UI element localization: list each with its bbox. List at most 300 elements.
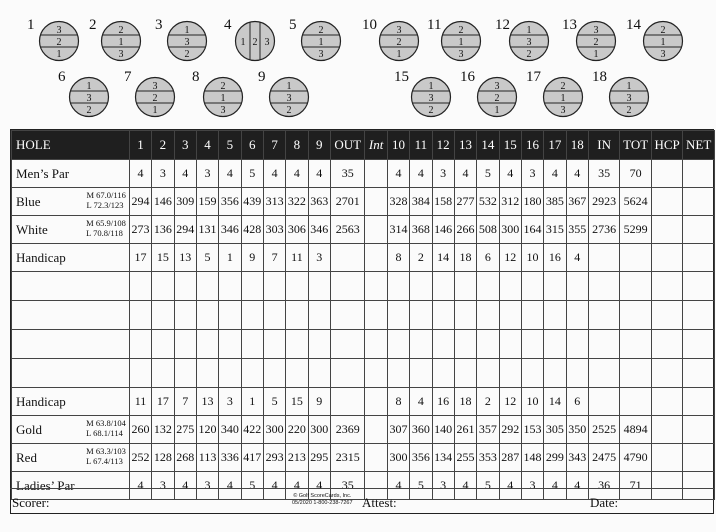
score-entry-cell[interactable] [499,272,521,301]
score-entry-cell[interactable] [365,272,387,301]
green-zone-number: 2 [593,37,599,48]
row-label: Men’s Par [12,160,130,188]
table-cell: 70 [620,160,651,188]
score-entry-cell[interactable] [410,301,432,330]
table-cell: 131 [196,216,218,244]
score-entry-cell[interactable] [651,359,682,388]
score-entry-cell[interactable] [588,272,619,301]
table-cell: 300 [387,444,409,472]
green-zone-number: 3 [428,93,434,104]
score-entry-cell[interactable] [454,359,476,388]
score-entry-cell[interactable] [410,359,432,388]
table-row [12,388,715,416]
score-entry-cell[interactable] [454,301,476,330]
score-entry-cell[interactable] [330,330,365,359]
table-cell [620,388,651,416]
header-cell: HCP [651,131,682,160]
table-cell: 180 [521,188,543,216]
score-entry-cell[interactable] [330,272,365,301]
table-cell: 2475 [588,444,619,472]
green-zone-number: 1 [494,105,500,116]
score-entry-cell[interactable] [620,301,651,330]
table-cell: 4 [129,160,151,188]
score-entry-cell[interactable] [521,301,543,330]
green-diagram-hole-15 [394,69,452,118]
score-entry-cell[interactable] [588,330,619,359]
table-cell: 3 [308,244,330,272]
score-entry-cell[interactable] [566,359,588,388]
table-cell[interactable] [683,216,715,244]
score-entry-cell[interactable] [219,359,241,388]
table-cell: 213 [286,444,308,472]
table-cell: 532 [477,188,499,216]
table-cell: 35 [330,472,365,500]
table-cell: 146 [432,216,454,244]
table-cell: 1 [219,244,241,272]
green-zone-number: 3 [220,105,226,116]
table-cell[interactable] [651,416,682,444]
table-cell [588,388,619,416]
header-cell: 10 [387,131,409,160]
score-entry-cell[interactable] [544,301,566,330]
table-row [12,359,715,388]
green-zone-number: 3 [626,93,632,104]
table-cell: 6 [477,244,499,272]
green-zone-number: 2 [220,81,226,92]
score-entry-cell[interactable] [566,272,588,301]
green-zone-number: 1 [396,49,402,60]
table-cell [365,244,387,272]
score-entry-cell[interactable] [544,272,566,301]
score-entry-cell[interactable] [454,330,476,359]
hole-number-label: 14 [626,17,641,33]
green-zone-number: 1 [286,81,292,92]
green-diagram-hole-6 [58,69,110,118]
table-row [12,188,715,216]
score-entry-cell[interactable] [499,359,521,388]
table-cell: 4 [454,160,476,188]
table-cell: 260 [129,416,151,444]
green-zone-number: 2 [660,25,666,36]
header-cell: 17 [544,131,566,160]
green-diagram-hole-4 [224,17,276,62]
table-cell: 322 [286,188,308,216]
table-cell [365,388,387,416]
table-cell: 312 [499,188,521,216]
score-entry-cell[interactable] [196,301,218,330]
table-cell[interactable] [651,444,682,472]
header-cell: 12 [432,131,454,160]
table-cell[interactable] [651,244,682,272]
table-cell: 132 [152,416,174,444]
score-entry-cell[interactable] [241,272,263,301]
score-entry-cell[interactable] [477,359,499,388]
table-cell[interactable] [651,388,682,416]
table-cell: 5 [241,472,263,500]
table-cell: 343 [566,444,588,472]
table-cell: 10 [521,244,543,272]
table-cell: 355 [566,216,588,244]
green-zone-number: 1 [56,49,62,60]
scorer-label: Scorer: [12,495,50,510]
table-cell: 4 [387,160,409,188]
green-diagram-hole-2 [89,17,142,62]
green-zone-number: 3 [660,49,666,60]
score-entry-cell[interactable] [196,359,218,388]
table-cell[interactable] [683,244,715,272]
hole-number-label: 15 [394,69,409,85]
score-entry-cell[interactable] [477,301,499,330]
table-cell: 299 [544,444,566,472]
table-cell: 368 [410,216,432,244]
score-entry-cell[interactable] [308,301,330,330]
hole-number-label: 10 [362,17,377,33]
hole-number-label: 1 [27,17,35,33]
header-cell: Int [365,131,387,160]
green-zone-number: 2 [318,25,324,36]
table-cell: 252 [129,444,151,472]
hole-number-label: 18 [592,69,607,85]
score-entry-cell[interactable] [477,272,499,301]
row-label [12,272,130,301]
score-entry-cell[interactable] [330,359,365,388]
table-cell: 417 [241,444,263,472]
score-entry-cell[interactable] [129,330,151,359]
table-cell[interactable] [651,160,682,188]
table-cell: 5624 [620,188,651,216]
score-entry-cell[interactable] [152,272,174,301]
score-entry-cell[interactable] [477,330,499,359]
score-entry-cell[interactable] [387,359,409,388]
table-cell: 315 [544,216,566,244]
score-entry-cell[interactable] [432,272,454,301]
table-cell: 363 [308,188,330,216]
score-entry-cell[interactable] [432,330,454,359]
green-zone-number: 1 [86,81,92,92]
green-diagram-hole-5 [289,17,342,62]
copyright-notice [292,493,353,507]
table-cell: 300 [263,416,285,444]
green-zone-number: 1 [220,93,226,104]
table-cell: 5299 [620,216,651,244]
score-entry-cell[interactable] [683,272,715,301]
table-cell: 268 [174,444,196,472]
table-cell: 300 [308,416,330,444]
table-cell: 15 [286,388,308,416]
green-zone-number: 1 [660,37,666,48]
score-entry-cell[interactable] [387,272,409,301]
score-entry-cell[interactable] [263,330,285,359]
table-cell: 8 [387,244,409,272]
hole-number-label: 13 [562,17,577,33]
header-cell: 7 [263,131,285,160]
score-entry-cell[interactable] [174,301,196,330]
header-cell: 1 [129,131,151,160]
table-cell: 4894 [620,416,651,444]
table-cell: 428 [241,216,263,244]
score-entry-cell[interactable] [308,330,330,359]
green-zone-number: 3 [396,25,402,36]
score-entry-cell[interactable] [566,301,588,330]
table-cell: 5 [196,244,218,272]
score-entry-cell[interactable] [454,272,476,301]
score-entry-cell[interactable] [241,359,263,388]
score-entry-cell[interactable] [410,272,432,301]
score-entry-cell[interactable] [387,301,409,330]
table-cell[interactable] [683,388,715,416]
table-cell: 385 [544,188,566,216]
score-entry-cell[interactable] [651,330,682,359]
table-cell: 146 [152,188,174,216]
score-entry-cell[interactable] [152,301,174,330]
table-cell: 6 [566,388,588,416]
score-entry-cell[interactable] [432,359,454,388]
table-cell: 3 [152,472,174,500]
table-cell: 11 [129,388,151,416]
header-cell: 11 [410,131,432,160]
green-diagram-hole-12 [495,17,550,62]
header-cell: HOLE [12,131,130,160]
score-entry-cell[interactable] [286,272,308,301]
table-cell: 4 [566,160,588,188]
green-zone-number: 1 [560,93,566,104]
table-cell: 4 [566,244,588,272]
score-entry-cell[interactable] [286,359,308,388]
score-entry-cell[interactable] [387,330,409,359]
table-cell: 508 [477,216,499,244]
table-cell: 356 [410,444,432,472]
score-entry-cell[interactable] [263,301,285,330]
score-entry-cell[interactable] [566,330,588,359]
hole-number-label: 2 [89,17,97,33]
hole-number-label: 12 [495,17,510,33]
score-entry-cell[interactable] [196,330,218,359]
table-cell[interactable] [683,160,715,188]
green-zone-number: 1 [526,25,532,36]
table-cell: 273 [129,216,151,244]
score-entry-cell[interactable] [683,330,715,359]
table-cell: 356 [219,188,241,216]
table-cell: 314 [387,216,409,244]
table-cell: 292 [499,416,521,444]
table-cell: 4 [263,160,285,188]
table-cell: 4 [410,160,432,188]
score-entry-cell[interactable] [152,359,174,388]
header-cell: NET [683,131,715,160]
score-entry-cell[interactable] [174,272,196,301]
table-cell: 2923 [588,188,619,216]
score-entry-cell[interactable] [544,359,566,388]
table-cell: 2369 [330,416,365,444]
score-entry-cell[interactable] [241,301,263,330]
table-cell: 4 [544,472,566,500]
score-entry-cell[interactable] [308,359,330,388]
score-entry-cell[interactable] [651,272,682,301]
score-entry-cell[interactable] [521,272,543,301]
row-label: Handicap [12,244,130,272]
table-cell: 439 [241,188,263,216]
table-cell[interactable] [683,188,715,216]
score-entry-cell[interactable] [286,330,308,359]
score-entry-cell[interactable] [219,301,241,330]
green-diagram-hole-16 [460,69,518,118]
green-zone-number: 2 [86,105,92,116]
score-entry-cell[interactable] [219,330,241,359]
table-cell: 353 [477,444,499,472]
header-cell: 14 [477,131,499,160]
score-entry-cell[interactable] [432,301,454,330]
table-cell: 4 [219,472,241,500]
table-cell: 294 [174,216,196,244]
hole-number-label: 3 [155,17,163,33]
score-entry-cell[interactable] [152,330,174,359]
green-zone-number: 1 [458,37,464,48]
table-cell: 340 [219,416,241,444]
score-entry-cell[interactable] [365,301,387,330]
row-label: White M 65.9/108 L 70.8/118 [12,216,130,244]
table-cell: 148 [521,444,543,472]
hole-number-label: 17 [526,69,541,85]
table-cell: 120 [196,416,218,444]
table-cell: 4 [566,472,588,500]
score-entry-cell[interactable] [219,272,241,301]
header-cell: 6 [241,131,263,160]
score-entry-cell[interactable] [410,330,432,359]
copyright-line-2: 05/2020 1-800-238-7267 [292,500,353,506]
table-row [12,330,715,359]
table-cell: 3 [219,388,241,416]
score-entry-cell[interactable] [196,272,218,301]
table-cell: 300 [499,216,521,244]
table-cell [588,244,619,272]
table-cell: 294 [129,188,151,216]
score-entry-cell[interactable] [174,359,196,388]
table-cell: 128 [152,444,174,472]
green-zone-number: 3 [593,25,599,36]
green-zone-number: 3 [560,105,566,116]
green-zone-number: 1 [626,81,632,92]
score-entry-cell[interactable] [241,330,263,359]
table-cell [365,188,387,216]
table-cell: 3 [432,160,454,188]
green-zone-number: 2 [56,37,62,48]
course-rating-slope: M 63.8/104 L 68.1/114 [86,418,126,438]
table-cell: 17 [129,244,151,272]
green-zone-number: 1 [118,37,124,48]
table-cell: 35 [330,160,365,188]
score-entry-cell[interactable] [263,272,285,301]
score-entry-cell[interactable] [330,301,365,330]
score-entry-cell[interactable] [588,301,619,330]
score-entry-cell[interactable] [544,330,566,359]
score-entry-cell[interactable] [308,272,330,301]
score-entry-cell[interactable] [683,301,715,330]
row-label [12,359,130,388]
table-cell: 4 [174,472,196,500]
score-entry-cell[interactable] [683,359,715,388]
row-label [12,301,130,330]
score-entry-cell[interactable] [174,330,196,359]
score-entry-cell[interactable] [263,359,285,388]
table-cell: 9 [308,388,330,416]
score-entry-cell[interactable] [620,272,651,301]
table-cell: 2 [410,244,432,272]
row-label: Gold M 63.8/104 L 68.1/114 [12,416,130,444]
row-label: Red M 63.3/103 L 67.4/113 [12,444,130,472]
score-entry-cell[interactable] [521,359,543,388]
score-entry-cell[interactable] [129,359,151,388]
score-entry-cell[interactable] [129,272,151,301]
green-zone-number: 3 [526,37,532,48]
green-diagram-hole-8 [192,69,244,118]
score-entry-cell[interactable] [620,359,651,388]
table-cell: 4 [219,160,241,188]
table-cell: 113 [196,444,218,472]
table-cell: 4 [308,160,330,188]
green-zone-number: 3 [184,37,190,48]
table-cell: 71 [620,472,651,500]
table-row [12,160,715,188]
table-cell: 13 [174,244,196,272]
table-cell: 346 [308,216,330,244]
score-entry-cell[interactable] [499,301,521,330]
table-cell: 275 [174,416,196,444]
copyright-line-1: © Golf ScoreCards, Inc. [293,493,352,499]
score-entry-cell[interactable] [286,301,308,330]
score-entry-cell[interactable] [651,301,682,330]
header-cell: 3 [174,131,196,160]
table-cell[interactable] [683,416,715,444]
table-cell: 3 [432,472,454,500]
score-entry-cell[interactable] [365,359,387,388]
green-zone-number: 1 [240,37,246,48]
table-cell [365,216,387,244]
green-diagram-hole-14 [626,17,684,62]
green-zone-number: 1 [593,49,599,60]
green-zone-number: 2 [252,37,258,48]
score-entry-cell[interactable] [365,330,387,359]
green-diagram-hole-18 [592,69,650,118]
header-cell: 4 [196,131,218,160]
table-cell: 10 [521,388,543,416]
score-entry-cell[interactable] [499,330,521,359]
score-entry-cell[interactable] [620,330,651,359]
hole-number-label: 4 [224,17,232,33]
score-entry-cell[interactable] [129,301,151,330]
score-entry-cell[interactable] [588,359,619,388]
table-cell[interactable] [651,188,682,216]
table-cell[interactable] [683,444,715,472]
table-cell: 8 [387,388,409,416]
green-zone-number: 3 [318,49,324,60]
green-diagram-hole-13 [562,17,617,62]
header-cell: 5 [219,131,241,160]
header-cell: 15 [499,131,521,160]
table-cell: 136 [152,216,174,244]
green-zone-number: 2 [626,105,632,116]
table-cell: 422 [241,416,263,444]
table-cell: 16 [544,244,566,272]
table-cell: 14 [432,244,454,272]
table-cell: 12 [499,244,521,272]
score-entry-cell[interactable] [521,330,543,359]
green-zone-number: 1 [428,81,434,92]
table-cell[interactable] [651,216,682,244]
table-cell [620,244,651,272]
table-cell: 4790 [620,444,651,472]
green-diagram-hole-1 [27,17,80,62]
green-zone-number: 2 [184,49,190,60]
